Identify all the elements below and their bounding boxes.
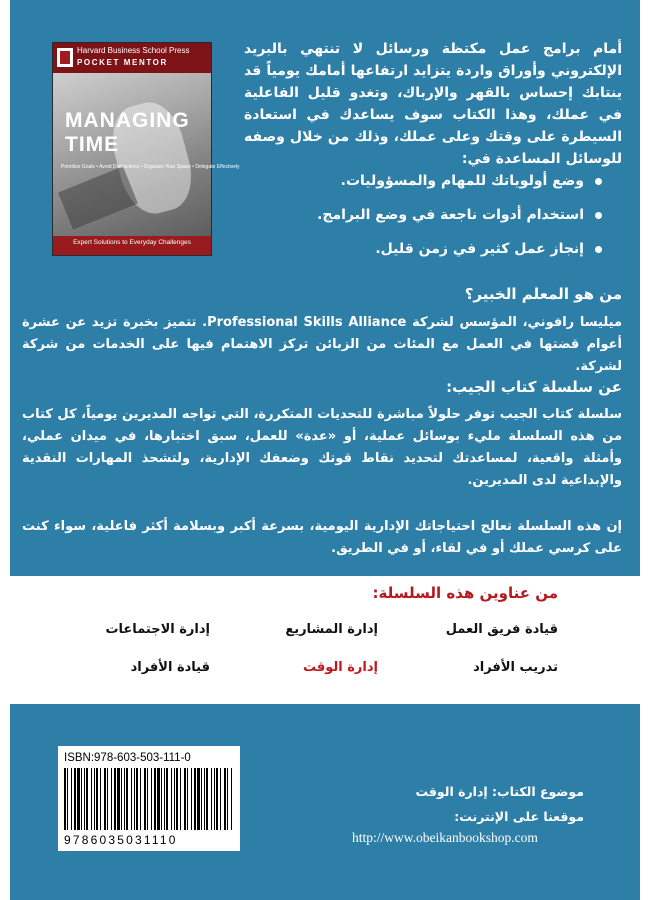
barcode: [58, 746, 240, 851]
bullet-icon: [595, 246, 602, 253]
title-item: إدارة الاجتماعات: [105, 622, 210, 637]
list-item: إنجاز عمل كثير في زمن قليل.: [244, 238, 604, 272]
barcode-number: 9786035031110: [64, 833, 178, 847]
bullet-icon: [595, 212, 602, 219]
intro-paragraph: أمام برامج عمل مكتظة ورسائل لا تنتهي بالبريد الإلكتروني وأوراق واردة يتزايد ارتفاعها أمامك يومياً قد ينتابك إحساس بالقهر والإرباك، وتغدو قليل الفاعلية في عملك، وهذا الكتاب سوف يساعدك في استعادة السيطرة على وقتك وعلى عملك، وذلك من خلال وصفه للوسائل المساعدة في:: [244, 41, 622, 167]
list-item: استخدام أدوات ناجعة في وضع البرامج.: [244, 204, 604, 238]
expert-paragraph: ميليسا رافوني، المؤسس لشركة Professional Skills Alliance. تتميز بخبرة تزيد عن عشرة أعوام قضتها في العمل مع المئات من الزبائن تركز الاهتمام فيها على الخدمات من شركة لشركة.: [22, 315, 622, 374]
book-title-line2: TIME: [65, 133, 120, 156]
title-item: قيادة فريق العمل: [445, 622, 558, 637]
titles-panel: [10, 576, 640, 704]
book-subtitle: Prioritize Goals • Avoid Distractions • Organize Your Space • Delegate Effectively: [61, 164, 240, 170]
title-item: قيادة الأفراد: [130, 660, 210, 675]
book-subject: موضوع الكتاب: إدارة الوقت: [415, 784, 584, 799]
book-publisher: Harvard Business School Press: [77, 46, 190, 55]
book-series: POCKET MENTOR: [77, 58, 168, 67]
book-cover-header: [53, 43, 211, 73]
book-tagline: Expert Solutions to Everyday Challenges: [73, 239, 191, 246]
isbn-text: ISBN:978-603-503-111-0: [64, 752, 191, 764]
title-item: تدريب الأفراد: [473, 660, 558, 675]
online-label: موقعنا على الإنترنت:: [454, 809, 584, 824]
series-heading: عن سلسلة كتاب الجيب:: [446, 378, 622, 396]
bullet-icon: [595, 178, 602, 185]
titles-heading: من عناوين هذه السلسلة:: [372, 584, 558, 602]
cover-background: [10, 0, 640, 900]
book-title-line1: MANAGING: [65, 109, 190, 132]
barcode-bars-icon: [64, 768, 234, 830]
book-cover-thumbnail: [52, 42, 240, 256]
list-item: وضع أولوياتك للمهام والمسؤوليات.: [244, 170, 604, 204]
title-item-highlighted: إدارة الوقت: [302, 660, 378, 675]
book-title: [65, 109, 190, 157]
series-paragraph-1: سلسلة كتاب الجيب توفر حلولاً مباشرة للتحديات المتكررة، التي تواجه المديرين يومياً، كل كتاب من هذه السلسلة مليء بوسائل عملية، أو «عدة» للعمل، سبق اختبارها، في ميدان عملي، وأمثلة واقعية، لمساعدتك لتحديد نقاط قوتك وضعفك الإدارية، ولتشحذ المهارات النقدية والإبداعية لدى المديرين.: [22, 407, 622, 488]
series-paragraph-2: إن هذه السلسلة تعالج احتياجاتك الإدارية اليومية، بسرعة أكبر وبسلامة أكثر فاعلية، سواء كنت على كرسي عملك أو في لقاء، أو في الطريق.: [22, 519, 622, 556]
expert-heading: من هو المعلم الخبير؟: [464, 285, 622, 303]
title-item: إدارة المشاريع: [285, 622, 378, 637]
harvard-shield-icon: [57, 48, 73, 67]
benefits-list: [244, 170, 604, 272]
website-link[interactable]: http://www.obeikanbookshop.com: [352, 830, 538, 845]
book-cover-photo: [53, 73, 240, 236]
